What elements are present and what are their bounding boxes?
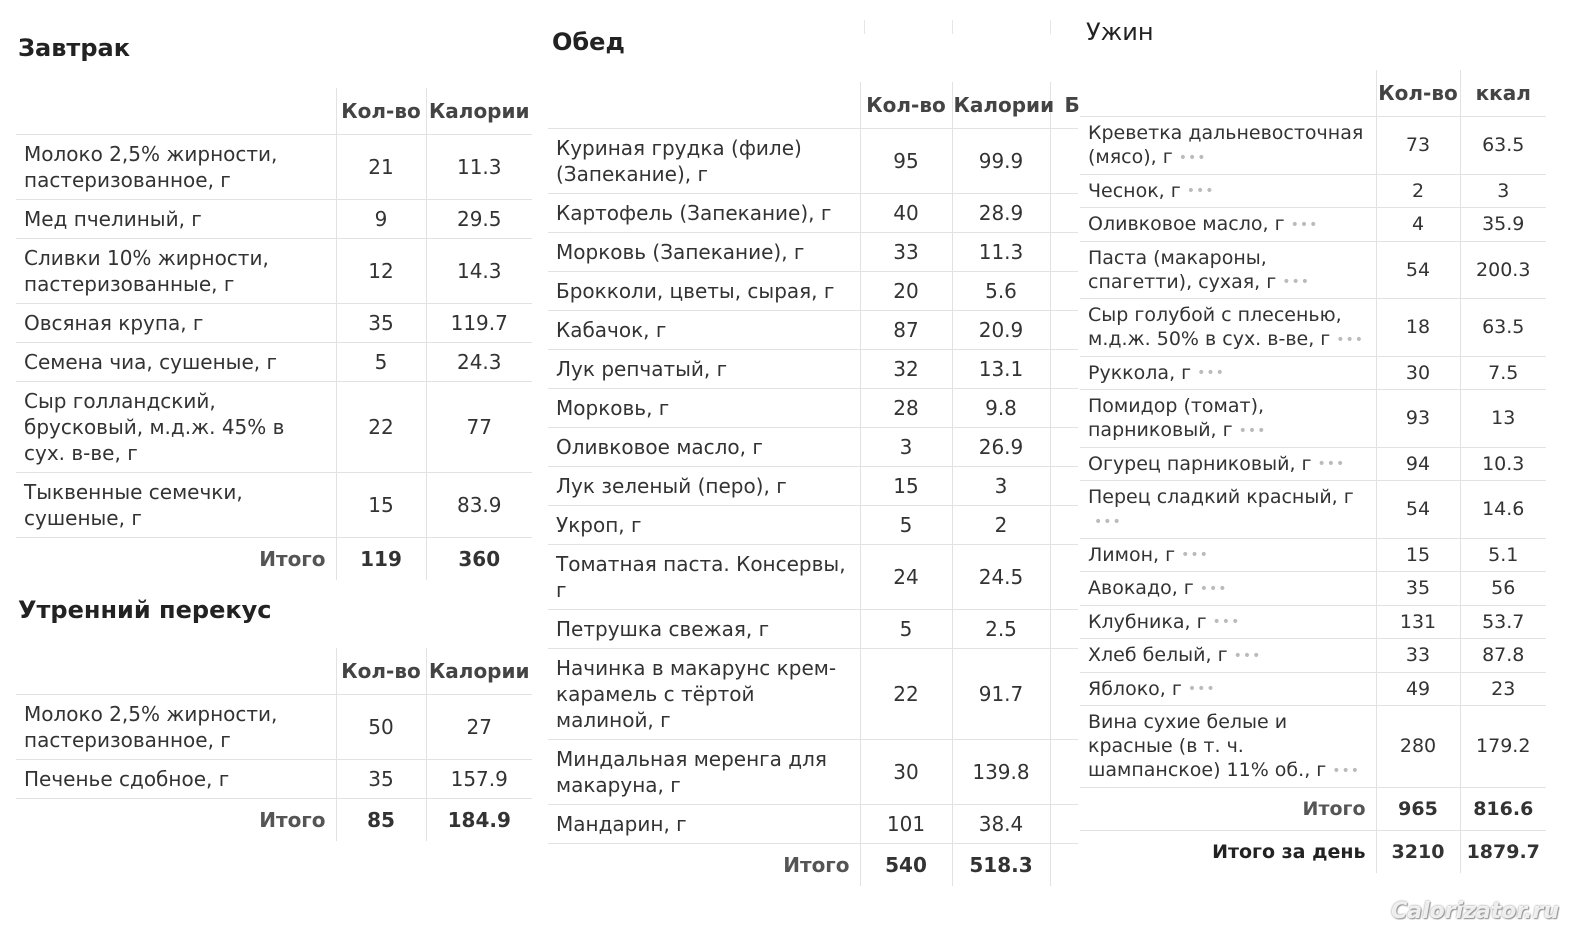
table-row[interactable] xyxy=(1080,605,1546,639)
food-name[interactable]: Креветка дальневосточная (мясо), г xyxy=(1088,122,1364,168)
divider-mark xyxy=(1050,20,1051,34)
calorie-cell: 83.9 xyxy=(426,473,532,538)
total-cal: 360 xyxy=(426,538,532,581)
more-dots-icon[interactable]: ••• xyxy=(1317,456,1346,472)
more-dots-icon[interactable]: ••• xyxy=(1282,274,1311,290)
table-row[interactable] xyxy=(16,695,532,760)
table-row[interactable] xyxy=(16,760,532,799)
total-label: Итого xyxy=(16,799,336,842)
food-name[interactable]: Овсяная крупа, г xyxy=(24,311,204,335)
table-row[interactable] xyxy=(548,350,1078,389)
food-name[interactable]: Руккола, г xyxy=(1088,361,1192,384)
calorie-cell: 157.9 xyxy=(426,760,532,799)
food-name[interactable]: Вина сухие белые и красные (в т. ч. шампанское) 11% об., г xyxy=(1088,711,1327,781)
total-qty: 540 xyxy=(860,844,952,887)
extra-cell xyxy=(1050,428,1078,467)
table-row[interactable] xyxy=(548,740,1078,805)
more-dots-icon[interactable]: ••• xyxy=(1290,216,1319,233)
food-name[interactable]: Начинка в макарунс крем-карамель с тёртой малиной, г xyxy=(556,656,837,732)
calorie-cell: 14.6 xyxy=(1460,481,1546,539)
food-name[interactable]: Перец сладкий красный, г xyxy=(1088,486,1354,508)
table-row[interactable] xyxy=(548,467,1078,506)
table-row[interactable] xyxy=(16,135,532,200)
calorie-cell: 7.5 xyxy=(1460,356,1546,390)
food-name[interactable]: Томатная паста. Консервы, г xyxy=(556,552,846,602)
food-name[interactable]: Оливковое масло, г xyxy=(556,435,763,459)
extra-cell xyxy=(1050,272,1078,311)
table-row[interactable] xyxy=(548,545,1078,610)
calorie-cell: 3 xyxy=(1460,174,1546,208)
total-label: Итого xyxy=(1080,787,1376,830)
table-row[interactable] xyxy=(548,649,1078,740)
qty-cell[interactable]: 24 xyxy=(860,545,952,610)
extra-cell xyxy=(1050,805,1078,844)
table-row[interactable] xyxy=(548,311,1078,350)
extra-cell xyxy=(1050,129,1078,194)
more-dots-icon[interactable]: ••• xyxy=(1178,149,1207,166)
total-row xyxy=(16,538,532,581)
food-name[interactable]: Сливки 10% жирности, пастеризованные, г xyxy=(24,246,269,296)
table-row[interactable] xyxy=(16,343,532,382)
food-name[interactable]: Мед пчелиный, г xyxy=(24,207,202,231)
calorie-cell: 2.5 xyxy=(952,610,1050,649)
table-row[interactable] xyxy=(1080,117,1546,175)
food-name[interactable]: Кабачок, г xyxy=(556,318,667,342)
food-name[interactable]: Авокадо, г xyxy=(1088,577,1194,599)
qty-cell[interactable]: 3 xyxy=(860,428,952,467)
food-name[interactable]: Семена чиа, сушеные, г xyxy=(24,350,277,374)
table-row[interactable] xyxy=(16,382,532,473)
snack-title: Утренний перекус xyxy=(18,596,272,624)
calorie-cell: 9.8 xyxy=(952,389,1050,428)
food-name[interactable]: Клубника, г xyxy=(1088,610,1207,633)
breakfast-col-qty[interactable]: Кол-во xyxy=(336,88,426,135)
qty-cell[interactable]: 21 xyxy=(336,135,426,200)
food-name[interactable]: Куриная грудка (филе) (Запекание), г xyxy=(556,136,802,186)
calorie-cell: 179.2 xyxy=(1460,706,1546,788)
dinner-col-qty[interactable]: Кол-во xyxy=(1376,70,1460,117)
total-cal: 184.9 xyxy=(426,799,532,842)
food-name[interactable]: Яблоко, г xyxy=(1088,677,1182,700)
calorie-cell: 3 xyxy=(952,467,1050,506)
food-name[interactable]: Укроп, г xyxy=(556,513,642,537)
table-row[interactable] xyxy=(1080,481,1546,539)
qty-cell[interactable]: 5 xyxy=(860,610,952,649)
more-dots-icon[interactable]: ••• xyxy=(1233,647,1262,664)
table-row[interactable] xyxy=(16,473,532,538)
food-name[interactable]: Брокколи, цветы, сырая, г xyxy=(556,279,835,303)
calorie-cell: 139.8 xyxy=(952,740,1050,805)
food-name[interactable]: Сыр голландский, брусковый, м.д.ж. 45% в сух. в-ве, г xyxy=(24,389,285,465)
more-dots-icon[interactable]: ••• xyxy=(1212,614,1241,630)
breakfast-title: Завтрак xyxy=(18,34,131,62)
calorie-cell: 13.1 xyxy=(952,350,1050,389)
more-dots-icon[interactable]: ••• xyxy=(1181,547,1209,563)
food-name[interactable]: Сыр голубой с плесенью, м.д.ж. 50% в сух. в-ве, г xyxy=(1088,304,1342,350)
table-row[interactable] xyxy=(16,239,532,304)
qty-cell[interactable]: 35 xyxy=(336,304,426,343)
watermark-logo: Calorizator.ru xyxy=(1391,899,1559,924)
calorie-cell: 63.5 xyxy=(1460,299,1546,357)
snack-table xyxy=(16,648,532,841)
table-row[interactable] xyxy=(548,428,1078,467)
food-name[interactable]: Мандарин, г xyxy=(556,812,687,836)
qty-cell[interactable]: 95 xyxy=(860,129,952,194)
day-total-row xyxy=(1080,830,1546,873)
extra-cell xyxy=(1050,350,1078,389)
total-qty: 119 xyxy=(336,538,426,581)
divider-mark xyxy=(864,20,865,34)
snack-col-cal[interactable]: Калории xyxy=(426,648,532,695)
qty-cell[interactable]: 4 xyxy=(1376,208,1460,242)
lunch-col-cal[interactable]: Калории xyxy=(952,82,1050,129)
qty-cell[interactable]: 35 xyxy=(336,760,426,799)
total-label: Итого xyxy=(548,844,860,887)
calorie-cell: 63.5 xyxy=(1460,117,1546,175)
qty-cell[interactable]: 101 xyxy=(860,805,952,844)
table-row[interactable] xyxy=(548,129,1078,194)
qty-cell[interactable]: 54 xyxy=(1376,481,1460,539)
qty-cell[interactable]: 32 xyxy=(860,350,952,389)
calorie-cell: 13 xyxy=(1460,390,1546,448)
breakfast-table xyxy=(16,88,532,580)
more-dots-icon[interactable]: ••• xyxy=(1332,762,1361,779)
more-dots-icon[interactable]: ••• xyxy=(1197,365,1225,381)
calorie-cell: 23 xyxy=(1460,672,1546,706)
table-row[interactable] xyxy=(1080,538,1546,572)
total-row xyxy=(548,844,1078,887)
food-name[interactable]: Тыквенные семечки, сушеные, г xyxy=(24,480,243,530)
calorie-cell: 29.5 xyxy=(426,200,532,239)
snack-col-qty[interactable]: Кол-во xyxy=(336,648,426,695)
qty-cell[interactable]: 73 xyxy=(1376,117,1460,175)
qty-cell[interactable]: 93 xyxy=(1376,390,1460,448)
total-row xyxy=(1080,787,1546,830)
extra-cell xyxy=(1050,233,1078,272)
qty-cell[interactable]: 18 xyxy=(1376,299,1460,357)
extra-cell xyxy=(1050,610,1078,649)
extra-cell xyxy=(1050,740,1078,805)
extra-cell xyxy=(1050,467,1078,506)
calorie-cell: 119.7 xyxy=(426,304,532,343)
calorie-cell: 91.7 xyxy=(952,649,1050,740)
qty-cell[interactable]: 15 xyxy=(860,467,952,506)
qty-cell[interactable]: 15 xyxy=(336,473,426,538)
qty-cell[interactable]: 30 xyxy=(860,740,952,805)
table-row[interactable] xyxy=(1080,639,1546,673)
table-row[interactable] xyxy=(548,805,1078,844)
food-name[interactable]: Петрушка свежая, г xyxy=(556,617,770,641)
total-cal: 518.3 xyxy=(952,844,1050,887)
day-total-cal: 1879.7 xyxy=(1460,830,1546,873)
total-qty: 965 xyxy=(1376,787,1460,830)
dinner-col-cal[interactable]: ккал xyxy=(1460,70,1546,117)
food-name[interactable]: Морковь, г xyxy=(556,396,670,420)
table-row[interactable] xyxy=(1080,572,1546,606)
dinner-title: Ужин xyxy=(1086,18,1154,46)
total-qty: 85 xyxy=(336,799,426,842)
calorie-cell: 35.9 xyxy=(1460,208,1546,242)
lunch-panel xyxy=(548,22,1078,882)
extra-cell xyxy=(1050,194,1078,233)
qty-cell[interactable]: 2 xyxy=(1376,174,1460,208)
food-name[interactable]: Помидор (томат), парниковый, г xyxy=(1088,395,1265,441)
table-row[interactable] xyxy=(1080,299,1546,357)
calorie-cell: 200.3 xyxy=(1460,241,1546,299)
qty-cell[interactable]: 131 xyxy=(1376,605,1460,639)
calorie-cell: 11.3 xyxy=(952,233,1050,272)
table-row[interactable] xyxy=(548,194,1078,233)
calorie-cell: 38.4 xyxy=(952,805,1050,844)
extra-cell xyxy=(1050,389,1078,428)
table-row[interactable] xyxy=(1080,706,1546,788)
qty-cell[interactable]: 33 xyxy=(860,233,952,272)
calorie-cell: 27 xyxy=(426,695,532,760)
calorie-cell: 5.6 xyxy=(952,272,1050,311)
qty-cell[interactable]: 5 xyxy=(860,506,952,545)
qty-cell[interactable]: 94 xyxy=(1376,447,1460,481)
qty-cell[interactable]: 35 xyxy=(1376,572,1460,606)
calorie-cell: 26.9 xyxy=(952,428,1050,467)
food-name[interactable]: Молоко 2,5% жирности, пастеризованное, г xyxy=(24,142,278,192)
lunch-title: Обед xyxy=(552,28,625,56)
lunch-table xyxy=(548,82,1078,886)
more-dots-icon[interactable]: ••• xyxy=(1238,422,1267,439)
qty-cell[interactable]: 33 xyxy=(1376,639,1460,673)
table-row[interactable] xyxy=(1080,208,1546,242)
day-total-label: Итого за день xyxy=(1080,830,1376,873)
table-row[interactable] xyxy=(1080,174,1546,208)
day-total-qty: 3210 xyxy=(1376,830,1460,873)
lunch-col-qty[interactable]: Кол-во xyxy=(860,82,952,129)
calorie-cell: 87.8 xyxy=(1460,639,1546,673)
extra-cell xyxy=(1050,545,1078,610)
calorie-cell: 24.5 xyxy=(952,545,1050,610)
table-row[interactable] xyxy=(548,389,1078,428)
calorie-cell: 14.3 xyxy=(426,239,532,304)
more-dots-icon[interactable]: ••• xyxy=(1187,681,1216,697)
breakfast-col-cal[interactable]: Калории xyxy=(426,88,532,135)
calorie-cell: 53.7 xyxy=(1460,605,1546,639)
food-name[interactable]: Морковь (Запекание), г xyxy=(556,240,805,264)
qty-cell[interactable]: 9 xyxy=(336,200,426,239)
calorie-cell: 11.3 xyxy=(426,135,532,200)
qty-cell[interactable]: 12 xyxy=(336,239,426,304)
extra-cell xyxy=(1050,649,1078,740)
table-row[interactable] xyxy=(1080,390,1546,448)
table-row[interactable] xyxy=(548,506,1078,545)
more-dots-icon[interactable]: ••• xyxy=(1094,513,1122,530)
calorie-cell: 77 xyxy=(426,382,532,473)
snack-panel xyxy=(16,594,532,854)
qty-cell[interactable]: 40 xyxy=(860,194,952,233)
food-name[interactable]: Лимон, г xyxy=(1088,543,1176,566)
food-name[interactable]: Картофель (Запекание), г xyxy=(556,201,832,225)
qty-cell[interactable]: 22 xyxy=(336,382,426,473)
qty-cell[interactable]: 87 xyxy=(860,311,952,350)
food-name[interactable]: Печенье сдобное, г xyxy=(24,767,230,791)
qty-cell[interactable]: 20 xyxy=(860,272,952,311)
more-dots-icon[interactable]: ••• xyxy=(1336,331,1365,348)
qty-cell[interactable]: 54 xyxy=(1376,241,1460,299)
dinner-table xyxy=(1080,70,1546,873)
qty-cell[interactable]: 15 xyxy=(1376,538,1460,572)
divider-mark xyxy=(952,20,953,34)
table-row[interactable] xyxy=(16,200,532,239)
table-row[interactable] xyxy=(1080,356,1546,390)
qty-cell[interactable]: 28 xyxy=(860,389,952,428)
total-row xyxy=(16,799,532,842)
qty-cell[interactable]: 22 xyxy=(860,649,952,740)
table-row[interactable] xyxy=(1080,447,1546,481)
qty-cell[interactable]: 280 xyxy=(1376,706,1460,788)
lunch-col-extra[interactable]: Б xyxy=(1050,82,1078,129)
more-dots-icon[interactable]: ••• xyxy=(1199,580,1228,597)
qty-cell[interactable]: 5 xyxy=(336,343,426,382)
qty-cell[interactable]: 50 xyxy=(336,695,426,760)
calorie-cell: 5.1 xyxy=(1460,538,1546,572)
table-row[interactable] xyxy=(548,610,1078,649)
extra-cell xyxy=(1050,506,1078,545)
dinner-panel xyxy=(1080,14,1550,914)
calorie-cell: 28.9 xyxy=(952,194,1050,233)
food-name[interactable]: Лук зеленый (перо), г xyxy=(556,474,787,498)
calorie-cell: 2 xyxy=(952,506,1050,545)
total-cal: 816.6 xyxy=(1460,787,1546,830)
total-label: Итого xyxy=(16,538,336,581)
food-name[interactable]: Миндальная меренга для макаруна, г xyxy=(556,747,827,797)
calorie-cell: 20.9 xyxy=(952,311,1050,350)
qty-cell[interactable]: 49 xyxy=(1376,672,1460,706)
table-row[interactable] xyxy=(1080,241,1546,299)
food-name[interactable]: Молоко 2,5% жирности, пастеризованное, г xyxy=(24,702,278,752)
food-name[interactable]: Хлеб белый, г xyxy=(1088,644,1228,666)
extra-cell xyxy=(1050,311,1078,350)
food-name[interactable]: Огурец парниковый, г xyxy=(1088,452,1312,475)
calorie-cell: 24.3 xyxy=(426,343,532,382)
more-dots-icon[interactable]: ••• xyxy=(1186,183,1215,199)
calorie-cell: 99.9 xyxy=(952,129,1050,194)
food-name[interactable]: Паста (макароны, спагетти), сухая, г xyxy=(1088,246,1277,293)
food-name[interactable]: Лук репчатый, г xyxy=(556,357,728,381)
table-row[interactable] xyxy=(548,272,1078,311)
table-row[interactable] xyxy=(1080,672,1546,706)
food-name[interactable]: Чеснок, г xyxy=(1088,179,1181,202)
qty-cell[interactable]: 30 xyxy=(1376,356,1460,390)
table-row[interactable] xyxy=(548,233,1078,272)
calorie-cell: 10.3 xyxy=(1460,447,1546,481)
calorie-cell: 56 xyxy=(1460,572,1546,606)
food-name[interactable]: Оливковое масло, г xyxy=(1088,213,1285,235)
table-row[interactable] xyxy=(16,304,532,343)
